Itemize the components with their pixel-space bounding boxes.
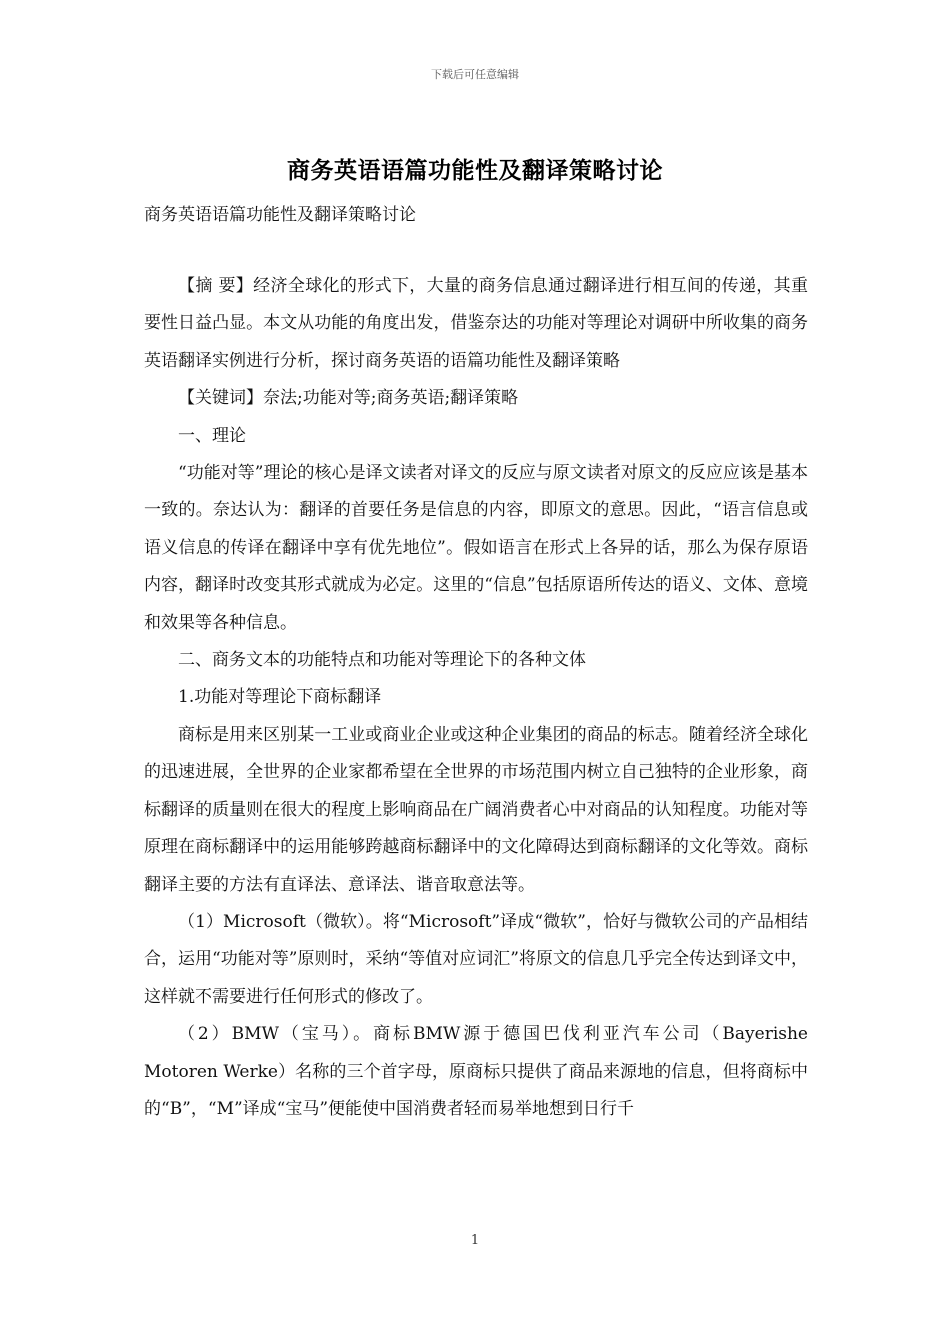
abstract-paragraph: 【摘 要】经济全球化的形式下，大量的商务信息通过翻译进行相互间的传递，其重要性日益凸显。本文从功能的角度出发，借鉴奈达的功能对等理论对调研中所收集的商务英语翻译实例进行分析，探讨商务英语的语篇功能性及翻译策略 bbox=[144, 276, 808, 371]
body-paragraph: “功能对等”理论的核心是译文读者对译文的反应与原文读者对原文的反应应该是基本一致的。奈达认为：翻译的首要任务是信息的内容，即原文的意思。因此，“语言信息或语义信息的传译在翻译中享有优先地位”。假如语言在形式上各异的话，那么为保存原语内容，翻译时改变其形式就成为必定。这里的“信息”包括原语所传达的语义、文体、意境和效果等各种信息。 bbox=[144, 463, 808, 633]
section-heading-features: 二、商务文本的功能特点和功能对等理论下的各种文体 bbox=[178, 650, 586, 671]
document-title: 商务英语语篇功能性及翻译策略讨论 bbox=[287, 158, 663, 184]
document-subtitle: 商务英语语篇功能性及翻译策略讨论 bbox=[144, 205, 416, 225]
example-paragraph-microsoft: （1）Microsoft（微软）。将“Microsoft”译成“微软”，恰好与微软公司的产品相结合，运用“功能对等”原则时，采纳“等值对应词汇”将原文的信息几乎完全传达到译文中，这样就不需要进行任何形式的修改了。 bbox=[144, 911, 808, 1007]
keywords-paragraph: 【关键词】奈法;功能对等;商务英语;翻译策略 bbox=[178, 388, 519, 409]
section-heading-theory: 一、理论 bbox=[178, 425, 246, 446]
page-header-note: 下载后可任意编辑 bbox=[431, 68, 519, 81]
subsection-heading-trademark: 1.功能对等理论下商标翻译 bbox=[178, 687, 382, 708]
page-number: 1 bbox=[470, 1233, 480, 1248]
document-body bbox=[144, 268, 808, 1128]
body-paragraph: 商标是用来区别某一工业或商业企业或这种企业集团的商品的标志。随着经济全球化的迅速进展，全世界的企业家都希望在全世界的市场范围内树立自己独特的企业形象，商标翻译的质量则在很大的程度上影响商品在广阔消费者心中对商品的认知程度。功能对等原理在商标翻译中的运用能够跨越商标翻译中的文化障碍达到商标翻译的文化等效。商标翻译主要的方法有直译法、意译法、谐音取意法等。 bbox=[144, 724, 808, 895]
example-paragraph-bmw: （2）BMW（宝马）。商标BMW源于德国巴伐利亚汽车公司（Bayerishe Motoren Werke）名称的三个首字母，原商标只提供了商品来源地的信息，但将商标中的“B”，“M”译成“宝马”便能使中国消费者轻而易举地想到日行千 bbox=[144, 1024, 808, 1119]
